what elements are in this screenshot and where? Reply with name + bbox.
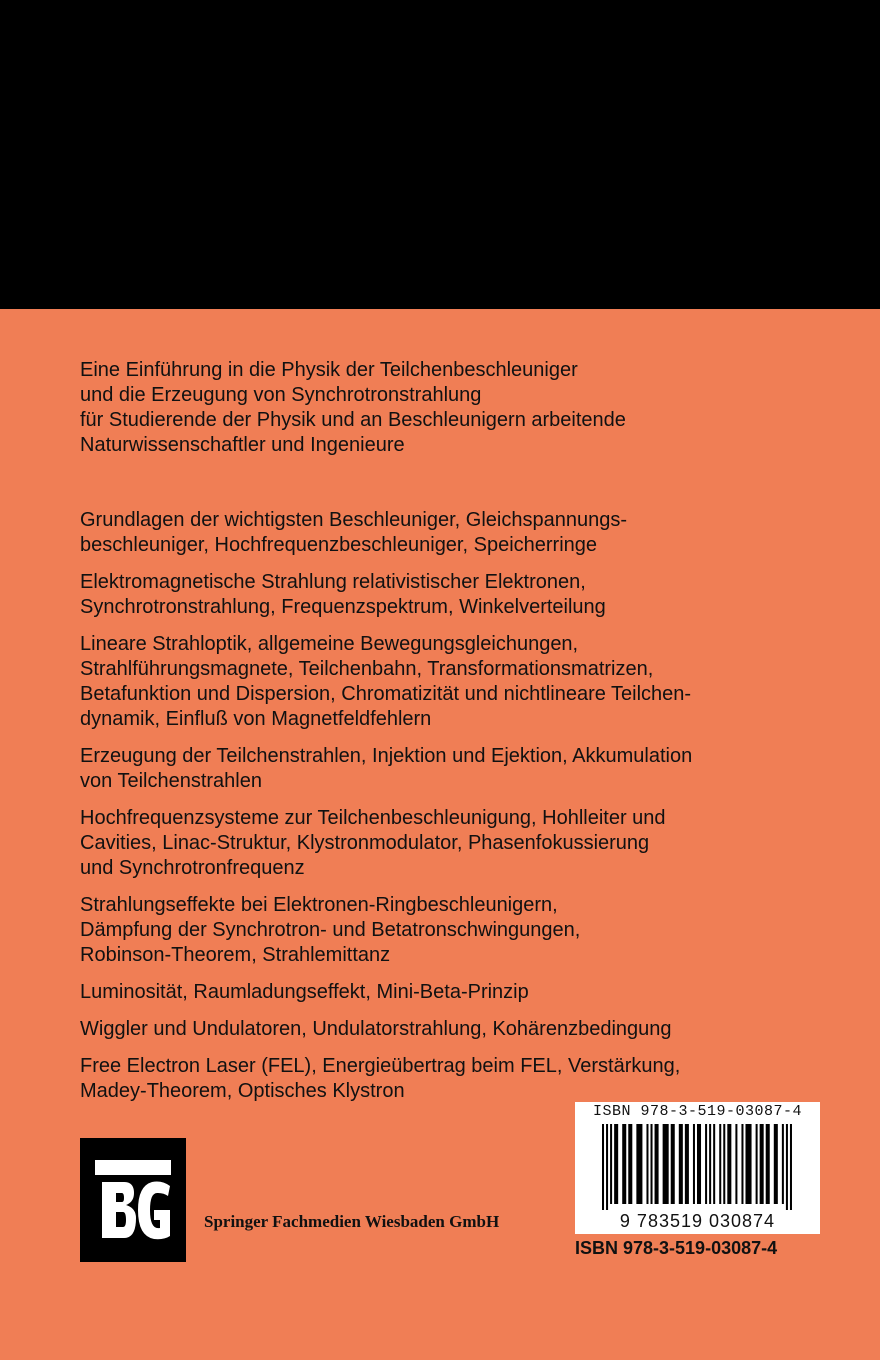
barcode-bar xyxy=(685,1124,689,1204)
intro-line: und die Erzeugung von Synchrotronstrahlung xyxy=(80,384,482,406)
barcode-bar xyxy=(741,1124,743,1204)
barcode-bar xyxy=(610,1124,612,1204)
topic-line: Lineare Strahloptik, allgemeine Bewegungsgleichungen, xyxy=(80,633,579,655)
topic-item xyxy=(80,1017,840,1042)
topic-line: dynamik, Einfluß von Magnetfeldfehlern xyxy=(80,708,432,730)
barcode-bar xyxy=(723,1124,725,1204)
topic-line: Elektromagnetische Strahlung relativistischer Elektronen, xyxy=(80,571,586,593)
barcode xyxy=(575,1102,820,1234)
topic-item xyxy=(80,893,840,968)
publisher-name: Springer Fachmedien Wiesbaden GmbH xyxy=(204,1212,500,1231)
topic-item xyxy=(80,806,840,881)
topic-line: Grundlagen der wichtigsten Beschleuniger, Gleichspannungs- xyxy=(80,509,628,531)
topic-line: Madey-Theorem, Optisches Klystron xyxy=(80,1080,405,1102)
intro-line: für Studierende der Physik und an Beschleunigern arbeitende xyxy=(80,409,626,431)
barcode-bar xyxy=(766,1124,770,1204)
barcode-bar xyxy=(606,1124,608,1210)
barcode-bar xyxy=(622,1124,626,1204)
topic-line: Betafunktion und Dispersion, Chromatizität und nichtlineare Teilchen- xyxy=(80,683,692,705)
topic-line: Dämpfung der Synchrotron- und Betatronschwingungen, xyxy=(80,919,581,941)
barcode-bar xyxy=(705,1124,707,1204)
cover-top-band xyxy=(0,0,880,309)
barcode-bar xyxy=(636,1124,642,1204)
topic-item xyxy=(80,508,840,558)
teubner-logo-graphic xyxy=(80,1138,186,1262)
topics-list xyxy=(80,508,840,1104)
topic-item xyxy=(80,1054,840,1104)
teubner-logo-icon xyxy=(80,1138,186,1262)
barcode-bar xyxy=(671,1124,675,1204)
barcode-bar xyxy=(693,1124,695,1204)
topic-line: Free Electron Laser (FEL), Energieübertrag beim FEL, Verstärkung, xyxy=(80,1055,681,1077)
barcode-bar xyxy=(628,1124,632,1204)
topic-line: Cavities, Linac-Struktur, Klystronmodulator, Phasenfokussierung xyxy=(80,832,650,854)
topic-item xyxy=(80,632,840,732)
barcode-bar xyxy=(614,1124,618,1204)
barcode-bar xyxy=(760,1124,764,1204)
topic-line: von Teilchenstrahlen xyxy=(80,770,262,792)
topic-item xyxy=(80,980,840,1005)
topic-line: Erzeugung der Teilchenstrahlen, Injektion und Ejektion, Akkumulation xyxy=(80,745,693,767)
barcode-digits: 9 783519 030874 xyxy=(619,1211,776,1231)
barcode-bar xyxy=(651,1124,653,1204)
barcode-bar xyxy=(727,1124,731,1204)
topic-line: Synchrotronstrahlung, Frequenzspektrum, Winkelverteilung xyxy=(80,596,606,618)
topic-item xyxy=(80,570,840,620)
barcode-bar xyxy=(663,1124,669,1204)
barcode-isbn-label: ISBN 978-3-519-03087-4 xyxy=(592,1103,803,1120)
barcode-bar xyxy=(697,1124,701,1204)
barcode-bar xyxy=(646,1124,648,1204)
isbn-text: ISBN 978-3-519-03087-4 xyxy=(575,1238,778,1258)
barcode-bar xyxy=(735,1124,737,1204)
topic-line: Strahlungseffekte bei Elektronen-Ringbeschleunigern, xyxy=(80,894,558,916)
barcode-bar xyxy=(719,1124,721,1204)
topic-item xyxy=(80,744,840,794)
barcode-bar xyxy=(713,1124,715,1204)
topic-line: Strahlführungsmagnete, Teilchenbahn, Transformationsmatrizen, xyxy=(80,658,654,680)
barcode-bar xyxy=(602,1124,604,1210)
topic-line: Robinson-Theorem, Strahlemittanz xyxy=(80,944,391,966)
topic-line: Hochfrequenzsysteme zur Teilchenbeschleunigung, Hohlleiter und xyxy=(80,807,666,829)
barcode-bar xyxy=(782,1124,784,1204)
barcode-bar xyxy=(786,1124,788,1210)
topic-line: und Synchrotronfrequenz xyxy=(80,857,305,879)
barcode-bar xyxy=(774,1124,778,1204)
barcode-bar xyxy=(679,1124,683,1204)
barcode-bar xyxy=(709,1124,711,1204)
barcode-bar xyxy=(756,1124,758,1204)
barcode-bar xyxy=(790,1124,792,1210)
barcode-bar xyxy=(655,1124,659,1204)
topic-line: beschleuniger, Hochfrequenzbeschleuniger, Speicherringe xyxy=(80,534,598,556)
topic-line: Luminosität, Raumladungseffekt, Mini-Beta-Prinzip xyxy=(80,981,529,1003)
intro-text xyxy=(80,358,840,458)
topic-line: Wiggler und Undulatoren, Undulatorstrahlung, Kohärenzbedingung xyxy=(80,1018,672,1040)
intro-line: Naturwissenschaftler und Ingenieure xyxy=(80,434,405,456)
barcode-bars xyxy=(602,1124,794,1210)
intro-line: Eine Einführung in die Physik der Teilchenbeschleuniger xyxy=(80,359,578,381)
barcode-bar xyxy=(745,1124,751,1204)
